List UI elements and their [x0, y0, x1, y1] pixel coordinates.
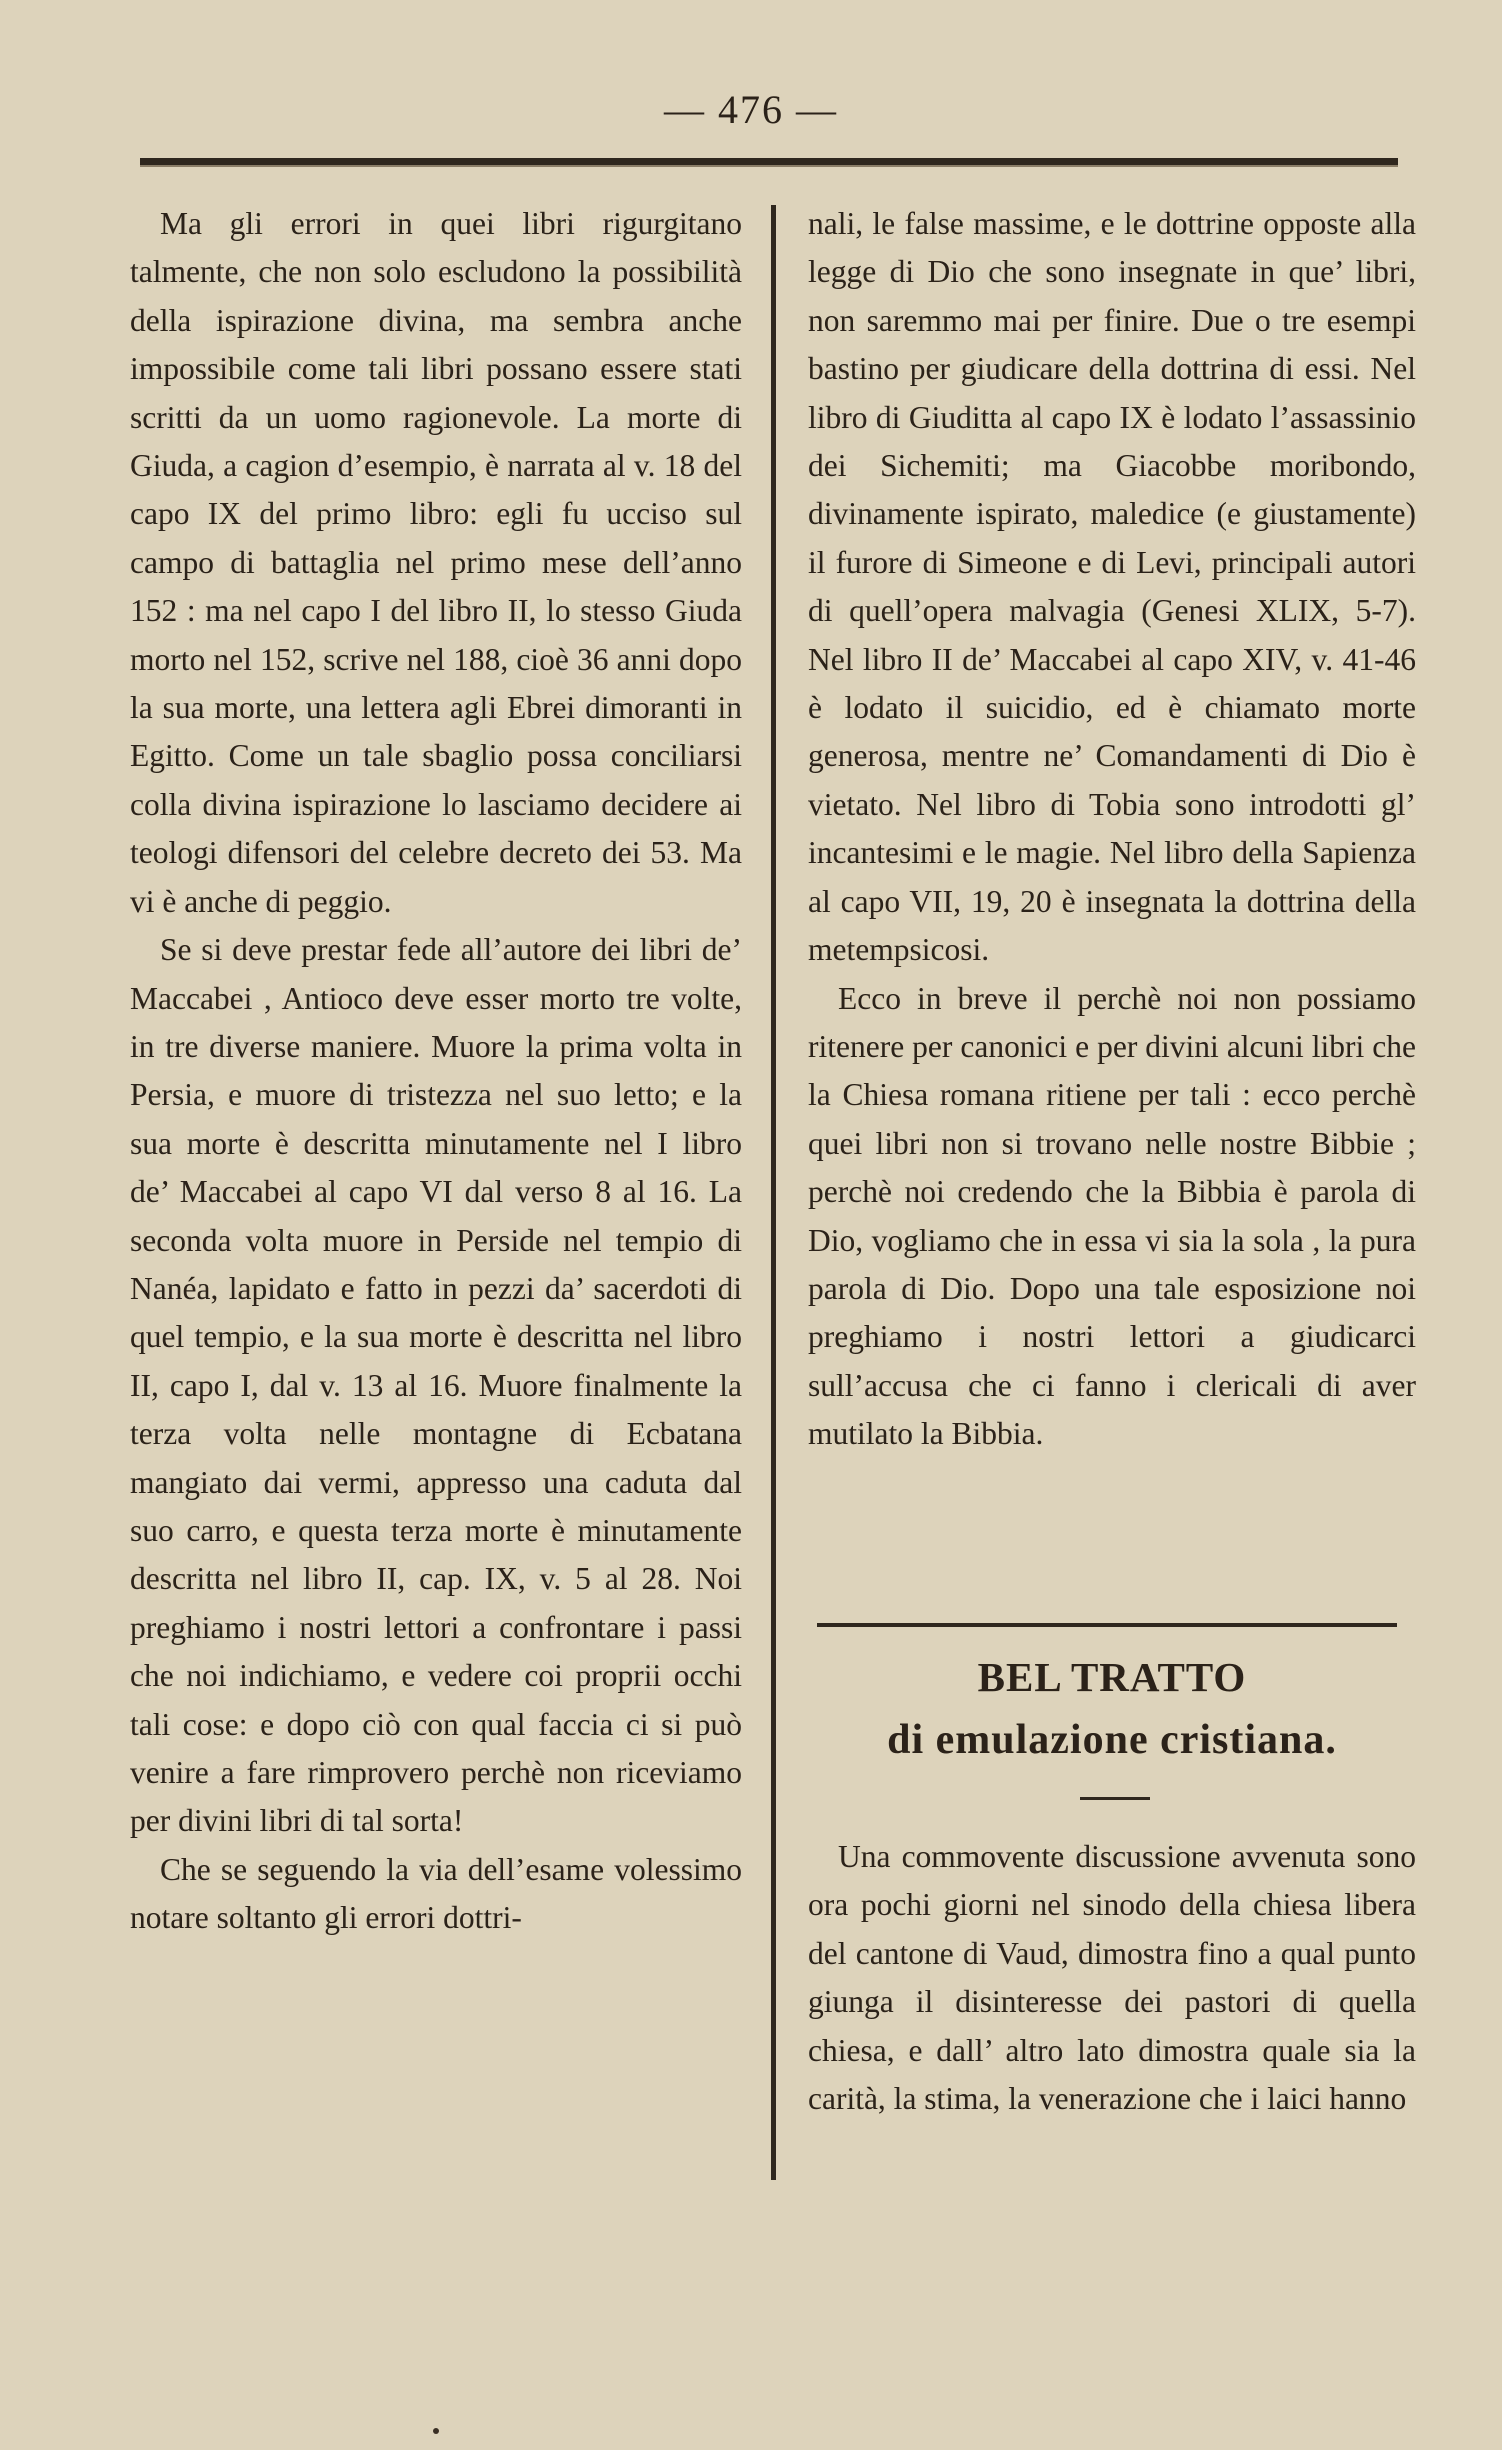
paragraph: nali, le false massime, e le dottrine opposte alla legge di Dio che sono insegnate in que’ libri, non saremmo mai per finire. Due o tre esempi bastino per giudicare della dottrina di essi. Nel libro di Giuditta al capo IX è lodato l’assassinio dei Sichemiti; ma Giacobbe moribondo, divinamente ispirato, maledice (e giustamente) il furore di Simeone e di Levi, principali autori di quell’opera malvagia (Genesi XLIX, 5-7). Nel libro II de’ Maccabei al capo XIV, v. 41-46 è lodato il suicidio, ed è chiamato morte generosa, mentre ne’ Comandamenti di Dio è vietato. Nel libro di Tobia sono introdotti gl’ incantesimi e le magie. Nel libro della Sapienza al capo VII, 19, 20 è insegnata la dottrina della metempsicosi.: [808, 206, 1416, 968]
column-divider: [771, 205, 776, 2180]
ink-dot: [433, 2428, 439, 2434]
page-number: — 476 —: [664, 87, 838, 132]
paragraph: Una commovente discussione avvenuta sono ora pochi giorni nel sinodo della chiesa libera del cantone di Vaud, dimostra fino a qual punto giunga il disinteresse dei pastori di quella chiesa, e dall’ altro lato dimostra quale sia la carità, la stima, la venerazione che i laici hanno: [808, 1839, 1416, 2117]
right-column: [808, 200, 1416, 1459]
left-column: [130, 200, 742, 1943]
section-short-rule: [1080, 1797, 1150, 1800]
section-body: [808, 1833, 1416, 2123]
paragraph: Ecco in breve il perchè noi non possiamo ritenere per canonici e per divini alcuni libri che la Chiesa romana ritiene per tali : ecco perchè quei libri non si trovano nelle nostre Bibbie ; perchè noi credendo che la Bibbia è parola di Dio, vogliamo che in essa vi sia la sola , la pura parola di Dio. Dopo una tale esposizione noi preghiamo i nostri lettori a giudicarci sull’accusa che ci fanno i clericali di aver mutilato la Bibbia.: [808, 980, 1416, 1452]
paragraph: Ma gli errori in quei libri rigurgitano talmente, che non solo escludono la possibilità della ispirazione divina, ma sembra anche impossibile come tali libri possano essere stati scritti da un uomo ragionevole. La morte di Giuda, a cagion d’esempio, è narrata al v. 18 del capo IX del primo libro: egli fu ucciso sul campo di battaglia nel primo mese dell’anno 152 : ma nel capo I del libro II, lo stesso Giuda morto nel 152, scrive nel 188, cioè 36 anni dopo la sua morte, una lettera agli Ebrei dimoranti in Egitto. Come un tale sbaglio possa conciliarsi colla divina ispirazione lo lasciamo decidere ai teologi difensori del celebre decreto dei 53. Ma vi è anche di peggio.: [130, 206, 742, 919]
paragraph: Che se seguendo la via dell’esame volessimo notare soltanto gli errori dottri-: [130, 1851, 742, 1936]
section-title: BEL TRATTO: [977, 1654, 1247, 1700]
header-rule: [140, 158, 1398, 167]
section-rule: [817, 1623, 1397, 1627]
paragraph: Se si deve prestar fede all’autore dei libri de’ Maccabei , Antioco deve esser morto tre volte, in tre diverse maniere. Muore la prima volta in Persia, e muore di tristezza nel suo letto; e la sua morte è descritta minutamente nel I libro de’ Maccabei al capo VI dal verso 8 al 16. La seconda volta muore in Perside nel tempio di Nanéa, lapidato e fatto in pezzi da’ sacerdoti di quel tempio, e la sua morte è descritta nel libro II, capo I, dal v. 13 al 16. Muore finalmente la terza volta nelle montagne di Ecbatana mangiato dai vermi, appresso una caduta dal suo carro, e questa terza morte è minutamente descritta nel libro II, cap. IX, v. 5 al 28. Noi preghiamo i nostri lettori a confrontare i passi che noi indichiamo, e vedere coi proprii occhi tali cose: e dopo ciò con qual faccia ci si può venire a fare rimprovero perchè non riceviamo per divini libri di tal sorta!: [130, 932, 742, 1839]
section-subtitle: di emulazione cristiana.: [887, 1717, 1337, 1763]
